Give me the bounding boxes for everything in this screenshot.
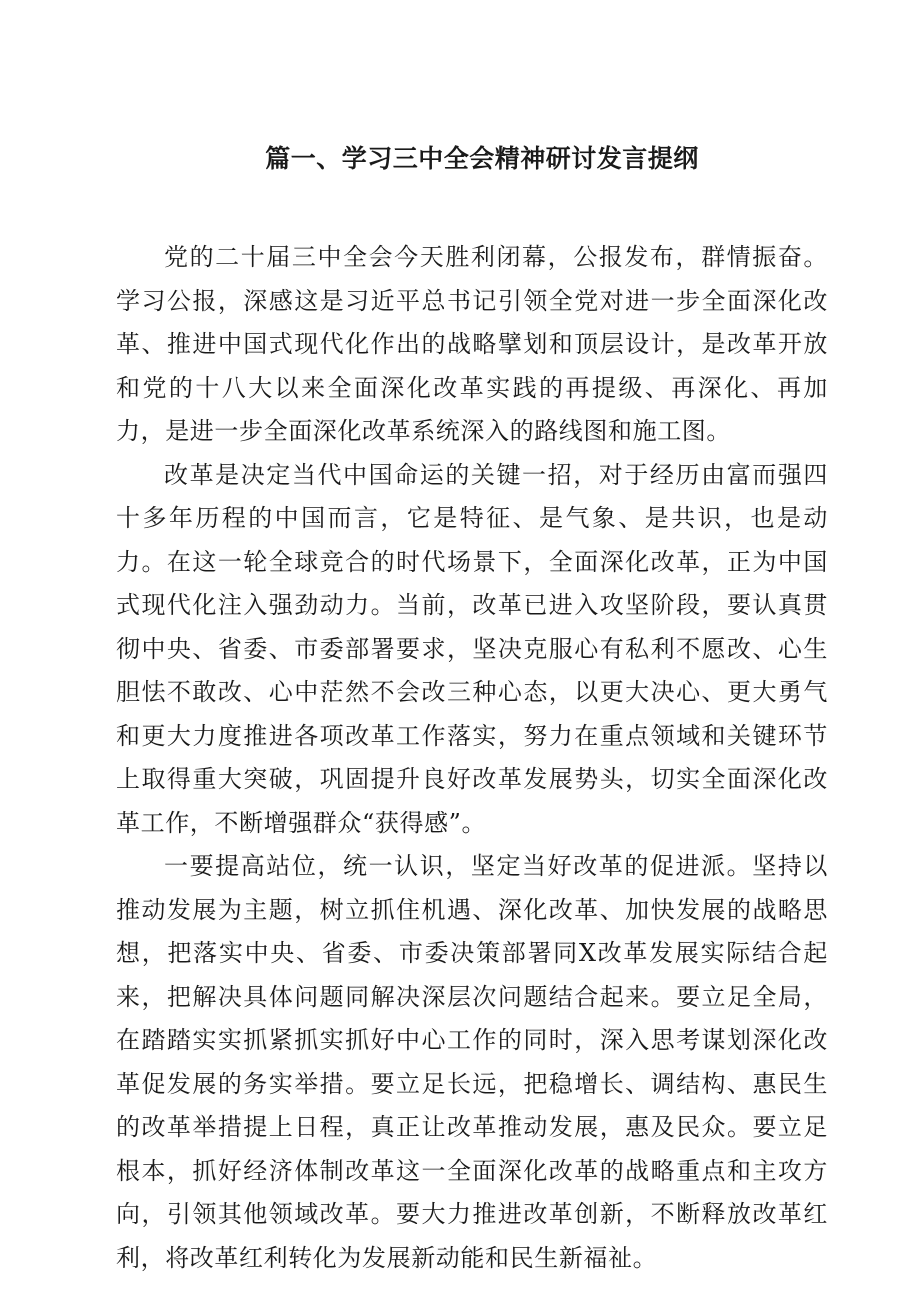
paragraph-2: 改革是决定当代中国命运的关键一招，对于经历由富而强四十多年历程的中国而言，它是特征、是气象、是共识，也是动力。在这一轮全球竞合的时代场景下，全面深化改革，正为中国式现代化注入强劲动力。当前，改革已进入攻坚阶段，要认真贯彻中央、省委、市委部署要求，坚决克服心有私利不愿改、心生胆怯不敢改、心中茫然不会改三种心态，以更大决心、更大勇气和更大力度推进各项改革工作落实，努力在重点领域和关键环节上取得重大突破，巩固提升良好改革发展势头，切实全面深化改革工作，不断增强群众“获得感”。	[116, 460, 828, 837]
paragraph-3: 一要提高站位，统一认识，坚定当好改革的促进派。坚持以推动发展为主题，树立抓住机遇、深化改革、加快发展的战略思想，把落实中央、省委、市委决策部署同X改革发展实际结合起来，把解决具体问题同解决深层次问题结合起来。要立足全局，在踏踏实实抓紧抓实抓好中心工作的同时，深入思考谋划深化改革促发展的务实举措。要立足长远，把稳增长、调结构、惠民生的改革举措提上日程，真正让改革推动发展，惠及民众。要立足根本，抓好经济体制改革这一全面深化改革的战略重点和主攻方向，引领其他领域改革。要大力推进改革创新，不断释放改革红利，将改革红利转化为发展新动能和民生新福祉。	[116, 852, 828, 1272]
document-title: 篇一、学习三中全会精神研讨发言提纲	[265, 144, 699, 173]
paragraph-1: 党的二十届三中全会今天胜利闭幕，公报发布，群情振奋。学习公报，深感这是习近平总书记引领全党对进一步全面深化改革、推进中国式现代化作出的战略擘划和顶层设计，是改革开放和党的十八大以来全面深化改革实践的再提级、再深化、再加力，是进一步全面深化改革系统深入的路线图和施工图。	[116, 243, 828, 445]
